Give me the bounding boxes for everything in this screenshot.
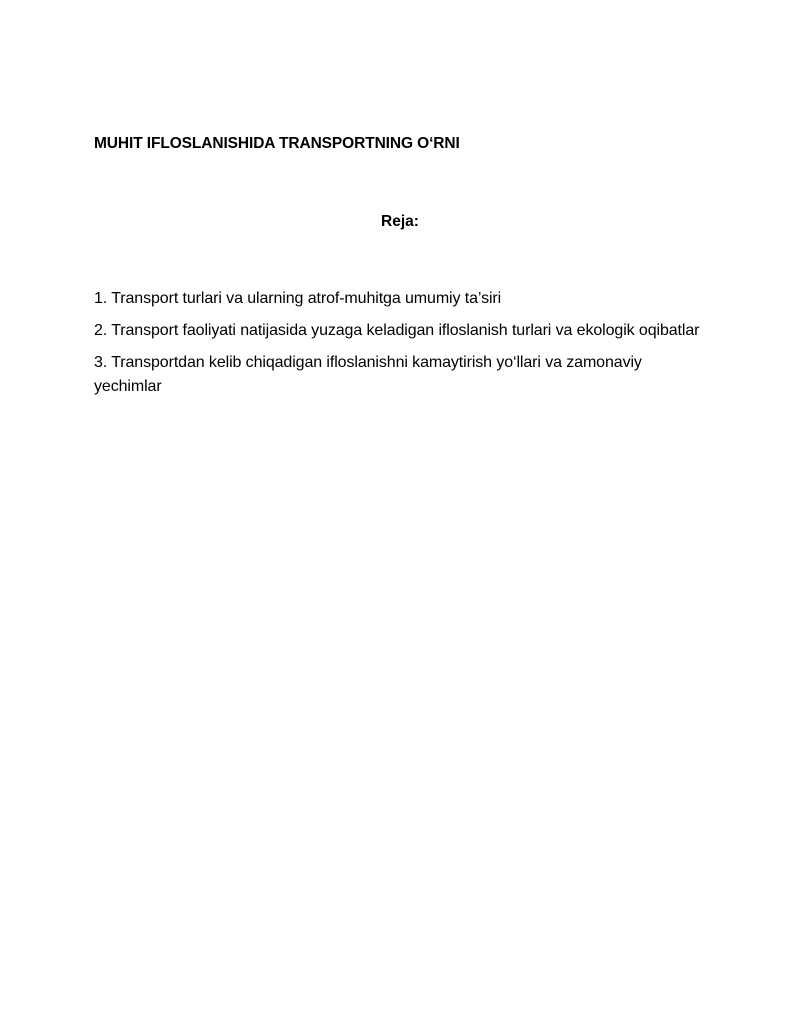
plan-item-3: 3. Transportdan kelib chiqadigan ifloslanishni kamaytirish yo‘llari va zamonaviy yechimlar <box>94 354 642 395</box>
plan-item-1: 1. Transport turlari va ularning atrof-muhitga umumiy ta’siri <box>94 290 502 307</box>
document-title: MUHIT IFLOSLANISHIDA TRANSPORTNING O‘RNI <box>94 135 460 152</box>
plan-list <box>94 287 706 407</box>
document-body <box>94 133 706 395</box>
plan-item-2: 2. Transport faoliyati natijasida yuzaga keladigan ifloslanish turlari va ekologik oqibatlar <box>94 322 700 339</box>
plan-heading: Reja: <box>381 213 419 230</box>
